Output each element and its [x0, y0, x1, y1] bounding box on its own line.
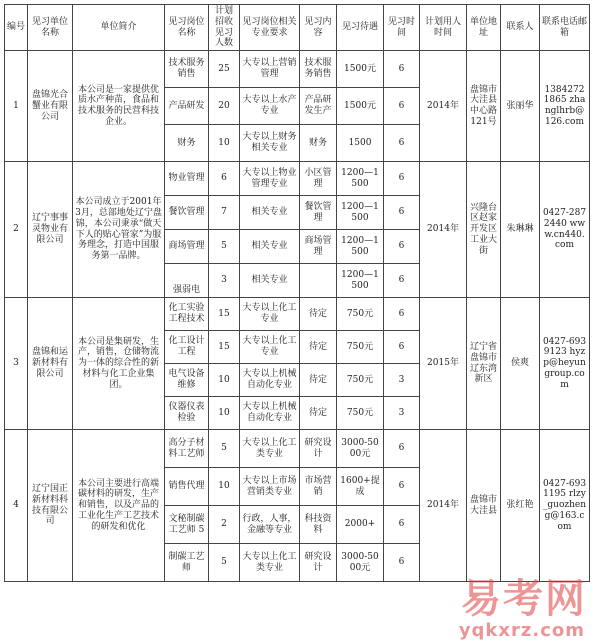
- unit-phone: 0427-2872440 www.cn440.com: [540, 162, 590, 298]
- post-name: 强弱电: [165, 264, 209, 298]
- unit-phone: 0427-6931195 rlzy_guozheng@163.com: [540, 430, 590, 582]
- unit-name: 盘锦光合蟹业有限公司: [28, 51, 73, 162]
- post-name: 高分子材料工艺师: [165, 430, 209, 468]
- post-major: 行政，人事，金融等专业: [240, 506, 300, 544]
- post-content: 研究设计: [300, 430, 337, 468]
- post-content: 小区管理: [300, 162, 337, 196]
- post-count: 10: [209, 468, 240, 506]
- post-pay: 1200—1500: [337, 264, 384, 298]
- post-major: 大专以上化工专业: [240, 331, 300, 364]
- post-content: 产品研发生产: [300, 88, 337, 125]
- post-time: 6: [384, 162, 420, 196]
- unit-contact: 张红艳: [501, 430, 540, 582]
- header-plan-time: 计划用人时间: [420, 5, 467, 51]
- post-name: 财务: [165, 125, 209, 162]
- unit-plan-time: 2014年: [420, 51, 467, 162]
- post-time: 6: [384, 264, 420, 298]
- post-content: 待定: [300, 364, 337, 397]
- post-time: 3: [384, 364, 420, 397]
- unit-phone: 0427-6939123 hyzp@heyungroup.com: [540, 298, 590, 430]
- unit-address: 辽宁省盘锦市辽东湾新区: [467, 298, 501, 430]
- post-content: 财务: [300, 125, 337, 162]
- post-count: 10: [209, 125, 240, 162]
- header-row: [5, 5, 590, 51]
- post-count: 7: [209, 196, 240, 230]
- unit-contact: 张丽华: [501, 51, 540, 162]
- post-content: 科技资料: [300, 506, 337, 544]
- post-name: 销售代理: [165, 468, 209, 506]
- unit-contact: 朱琳琳: [501, 162, 540, 298]
- post-count: 2: [209, 506, 240, 544]
- post-count: 5: [209, 430, 240, 468]
- post-pay: 1500元: [337, 88, 384, 125]
- post-pay: 750元: [337, 331, 384, 364]
- post-pay: 3000-5000元: [337, 430, 384, 468]
- header-pay: 见习待遇: [337, 5, 384, 51]
- header-address: 单位地址: [467, 5, 501, 51]
- post-pay: 1500元: [337, 51, 384, 88]
- post-content: 商场管理: [300, 230, 337, 264]
- internship-table: [4, 4, 590, 582]
- header-contact: 联系人: [501, 5, 540, 51]
- post-major: 大专以上化工类专业: [240, 544, 300, 582]
- post-major: 大专以上化工专业: [240, 298, 300, 331]
- post-time: 6: [384, 506, 420, 544]
- table-row: [5, 51, 590, 88]
- post-count: 20: [209, 88, 240, 125]
- post-time: 6: [384, 230, 420, 264]
- header-post: 见习岗位名称: [165, 5, 209, 51]
- table-row: [5, 430, 590, 468]
- post-major: 大专以上机械自动化专业: [240, 397, 300, 430]
- unit-contact: 侯爽: [501, 298, 540, 430]
- post-name: 餐饮管理: [165, 196, 209, 230]
- post-content: 待定: [300, 331, 337, 364]
- post-time: 6: [384, 88, 420, 125]
- post-time: 6: [384, 51, 420, 88]
- post-pay: 1600+提成: [337, 468, 384, 506]
- header-no: 编号: [5, 5, 28, 51]
- watermark-text: 易考网: [461, 576, 587, 622]
- unit-no: 2: [5, 162, 28, 298]
- unit-name: 盘锦和运新材料有限公司: [28, 298, 73, 430]
- post-count: 3: [209, 264, 240, 298]
- post-time: 3: [384, 397, 420, 430]
- unit-intro: 本公司是集研发，生产，销售，仓储物流为一体的综合性的新材料与化工企业集团。: [73, 298, 165, 430]
- header-phone: 联系电话邮箱: [540, 5, 590, 51]
- header-intro: 单位简介: [73, 5, 165, 51]
- unit-no: 1: [5, 51, 28, 162]
- post-count: 5: [209, 230, 240, 264]
- post-name: 化工实验工程技术: [165, 298, 209, 331]
- post-content: 技术服务销售: [300, 51, 337, 88]
- post-count: 5: [209, 544, 240, 582]
- header-unit-name: 见习单位名称: [28, 5, 73, 51]
- post-name: 产品研发: [165, 88, 209, 125]
- post-count: 15: [209, 298, 240, 331]
- unit-phone: 13842721865 zhanglhrb@126.com: [540, 51, 590, 162]
- post-name: 制碳工艺师: [165, 544, 209, 582]
- unit-plan-time: 2015年: [420, 298, 467, 430]
- post-count: 10: [209, 397, 240, 430]
- header-count: 计划招收见习人数: [209, 5, 240, 51]
- header-time: 见习时间: [384, 5, 420, 51]
- post-time: 6: [384, 544, 420, 582]
- post-major: 相关专业: [240, 230, 300, 264]
- unit-intro: 本公司成立于2001年3月，总部地处辽宁盘锦，本公司秉承“做天下人的贴心管家”为服务理念，打造中国服务第一品牌。: [73, 162, 165, 298]
- post-major: 大专以上财务相关专业: [240, 125, 300, 162]
- post-name: 商场管理: [165, 230, 209, 264]
- unit-name: 辽宁国正新材料科技有限公司: [28, 430, 73, 582]
- post-content: [300, 264, 337, 298]
- post-count: 25: [209, 51, 240, 88]
- post-major: 大专以上化工类专业: [240, 430, 300, 468]
- post-major: 大专以上物业管理专业: [240, 162, 300, 196]
- post-name: 电气设备维修: [165, 364, 209, 397]
- post-content: 研究设计: [300, 544, 337, 582]
- post-pay: 1200—1500: [337, 162, 384, 196]
- post-name: 仪器仪表检验: [165, 397, 209, 430]
- post-content: 市场营销: [300, 468, 337, 506]
- post-major: 相关专业: [240, 264, 300, 298]
- unit-intro: 本公司主要进行高端碳材料的研发，生产和销售，以及产品的工业化生产工艺技术的研发和优化: [73, 430, 165, 582]
- table-row: [5, 162, 590, 196]
- post-name: 物业管理: [165, 162, 209, 196]
- post-time: 6: [384, 298, 420, 331]
- post-pay: 1200—1500: [337, 196, 384, 230]
- post-count: 15: [209, 331, 240, 364]
- post-major: 相关专业: [240, 196, 300, 230]
- post-time: 6: [384, 430, 420, 468]
- unit-name: 辽宁事事灵物业有限公司: [28, 162, 73, 298]
- post-time: 6: [384, 196, 420, 230]
- watermark-url: yqkxrz.com: [458, 620, 585, 641]
- post-content: 餐饮管理: [300, 196, 337, 230]
- post-name: 技术服务销售: [165, 51, 209, 88]
- unit-no: 3: [5, 298, 28, 430]
- post-count: 10: [209, 364, 240, 397]
- post-name: 化工设计工程: [165, 331, 209, 364]
- post-pay: 750元: [337, 397, 384, 430]
- post-major: 大专以上水产专业: [240, 88, 300, 125]
- unit-address: 盘锦市大洼县中心路121号: [467, 51, 501, 162]
- unit-intro: 本公司是一家提供优质水产种苗，食品和技术服务的民营科技企业。: [73, 51, 165, 162]
- unit-plan-time: 2014年: [420, 162, 467, 298]
- header-major: 见习岗位相关专业要求: [240, 5, 300, 51]
- unit-no: 4: [5, 430, 28, 582]
- table-row: [5, 298, 590, 331]
- post-time: 6: [384, 468, 420, 506]
- header-content: 见习内容: [300, 5, 337, 51]
- post-content: 待定: [300, 298, 337, 331]
- post-pay: 750元: [337, 364, 384, 397]
- post-pay: 750元: [337, 298, 384, 331]
- post-count: 6: [209, 162, 240, 196]
- post-pay: 1500: [337, 125, 384, 162]
- unit-plan-time: 2014年: [420, 430, 467, 582]
- post-time: 6: [384, 125, 420, 162]
- post-pay: 1200—1500: [337, 230, 384, 264]
- post-time: 6: [384, 331, 420, 364]
- post-content: 待定: [300, 397, 337, 430]
- unit-address: 盘锦市大洼县: [467, 430, 501, 582]
- unit-address: 兴隆台区赵家开发区工业大街: [467, 162, 501, 298]
- post-pay: 2000+: [337, 506, 384, 544]
- post-major: 大专以上机械自动化专业: [240, 364, 300, 397]
- post-pay: 3000-5000元: [337, 544, 384, 582]
- post-name: 文秘制碳工艺师 5: [165, 506, 209, 544]
- post-major: 大专以上市场营销类专业: [240, 468, 300, 506]
- post-major: 大专以上营销管理: [240, 51, 300, 88]
